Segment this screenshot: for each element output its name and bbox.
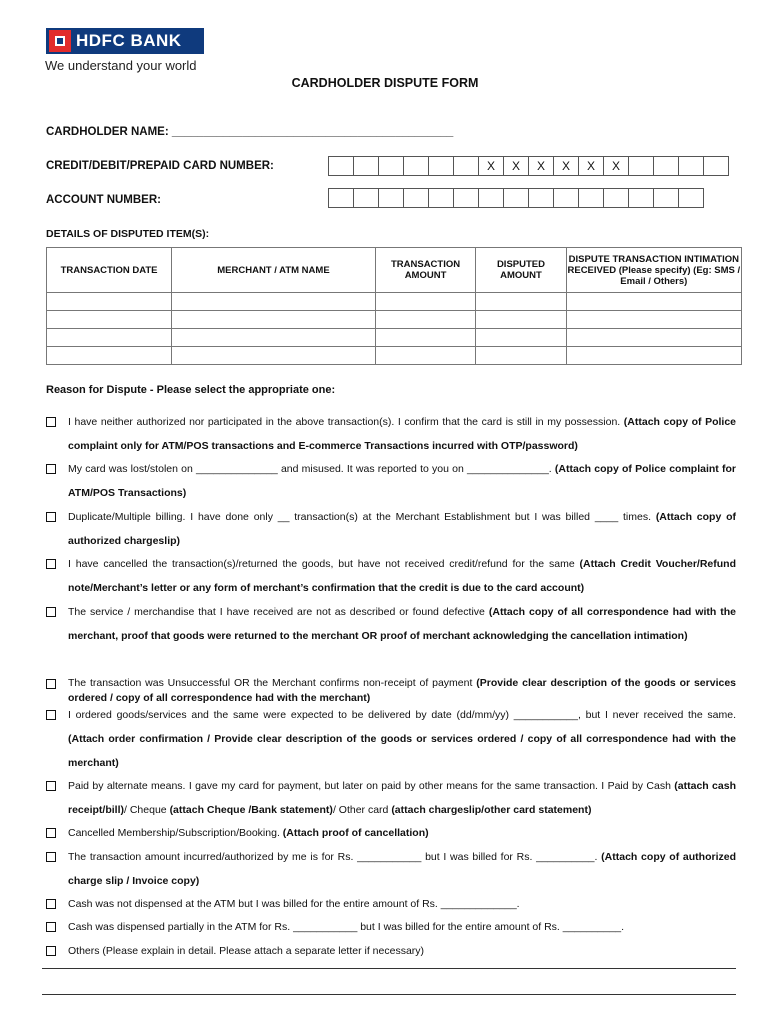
disputed-items-label: DETAILS OF DISPUTED ITEM(S): [46,228,210,240]
checkbox[interactable] [46,512,56,522]
form-title: CARDHOLDER DISPUTE FORM [291,76,479,90]
card-number-cell[interactable]: X [554,156,579,176]
card-number-cell[interactable]: X [479,156,504,176]
table-row[interactable] [47,311,742,329]
reason-option-cash-partial[interactable]: Cash was dispensed partially in the ATM for Rs. ___________ but I was billed for the entire amount of Rs. __________. [46,915,736,939]
account-number-label: ACCOUNT NUMBER: [46,194,161,206]
col-merchant-name: MERCHANT / ATM NAME [172,248,376,293]
col-intimation-received: DISPUTE TRANSACTION INTIMATION RECEIVED (Please specify) (Eg: SMS / Email / Others) [566,248,741,293]
card-number-cell[interactable]: X [579,156,604,176]
checkbox[interactable] [46,828,56,838]
checkbox[interactable] [46,679,56,689]
checkbox[interactable] [46,852,56,862]
account-number-cell[interactable] [504,188,529,208]
checkbox[interactable] [46,417,56,427]
reason-option-unauthorized[interactable]: I have neither authorized nor participated in the above transaction(s). I confirm that the card is still in my possession. (Attach copy of Police complaint only for ATM/POS transactions and E-commerce Transactions incurred with OTP/password) [46,410,736,458]
checkbox[interactable] [46,464,56,474]
card-number-cell[interactable] [454,156,479,176]
reason-option-cancelled-membership[interactable]: Cancelled Membership/Subscription/Booking. (Attach proof of cancellation) [46,821,736,845]
account-number-cell[interactable] [654,188,679,208]
hdfc-logo-icon [49,30,71,52]
checkbox[interactable] [46,607,56,617]
reason-option-others[interactable]: Others (Please explain in detail. Please attach a separate letter if necessary) [46,939,736,963]
reason-option-refund-not-received[interactable]: I have cancelled the transaction(s)/returned the goods, but have not received credit/refund for the same (Attach Credit Voucher/Refund note/Merchant’s letter or any form of merchant’s confirmation that the credit is due to the card account) [46,552,736,600]
table-row[interactable] [47,347,742,365]
reason-option-lost-stolen[interactable]: My card was lost/stolen on ______________ and misused. It was reported to you on ______________. (Attach copy of Police complaint for ATM/POS Transactions) [46,457,736,505]
card-number-cell[interactable] [379,156,404,176]
table-row[interactable] [47,329,742,347]
card-number-cell[interactable] [629,156,654,176]
bank-name: HDFC BANK [76,31,182,50]
checkbox[interactable] [46,899,56,909]
reason-option-duplicate-billing[interactable]: Duplicate/Multiple billing. I have done only __ transaction(s) at the Merchant Establishment but I was billed ____ times. (Attach copy of authorized chargeslip) [46,505,736,553]
col-transaction-date: TRANSACTION DATE [47,248,172,293]
disputed-items-table [46,247,742,365]
reason-option-cash-not-dispensed[interactable]: Cash was not dispensed at the ATM but I was billed for the entire amount of Rs. _____________. [46,892,736,916]
account-number-cell[interactable] [479,188,504,208]
card-number-cell[interactable] [654,156,679,176]
account-number-cell[interactable] [429,188,454,208]
card-number-cell[interactable]: X [604,156,629,176]
account-number-cell[interactable] [579,188,604,208]
checkbox[interactable] [46,946,56,956]
account-number-cell[interactable] [679,188,704,208]
account-number-cell[interactable] [454,188,479,208]
account-number-cell[interactable] [529,188,554,208]
account-number-cell[interactable] [379,188,404,208]
cardholder-name-label: CARDHOLDER NAME: ____________________________________________ [46,126,454,138]
card-number-cell[interactable] [354,156,379,176]
col-transaction-amount: TRANSACTION AMOUNT [375,248,476,293]
card-number-grid[interactable] [328,156,729,176]
account-number-cell[interactable] [404,188,429,208]
card-number-cell[interactable] [404,156,429,176]
bank-tagline: We understand your world [45,58,197,73]
checkbox[interactable] [46,710,56,720]
card-number-cell[interactable] [679,156,704,176]
card-number-cell[interactable]: X [529,156,554,176]
reason-heading: Reason for Dispute - Please select the appropriate one: [46,384,336,396]
table-row[interactable] [47,293,742,311]
explain-line[interactable] [42,968,736,969]
checkbox[interactable] [46,781,56,791]
reason-option-defective[interactable]: The service / merchandise that I have received are not as described or found defective (Attach copy of all correspondence had with the merchant, proof that goods were returned to the merchant OR proof of merchant acknowledging the cancellation intimation) [46,600,736,648]
reason-option-amount-mismatch[interactable]: The transaction amount incurred/authorized by me is for Rs. ___________ but I was billed for Rs. __________. (Attach copy of authorized charge slip / Invoice copy) [46,845,736,893]
account-number-cell[interactable] [629,188,654,208]
account-number-cell[interactable] [329,188,354,208]
checkbox[interactable] [46,559,56,569]
card-number-cell[interactable] [429,156,454,176]
reason-option-alternate-means[interactable]: Paid by alternate means. I gave my card for payment, but later on paid by other means for the same transaction. I Paid by Cash (attach cash receipt/bill)/ Cheque (attach Cheque /Bank statement)/ Other card (attach chargeslip/other card statement) [46,774,736,822]
checkbox[interactable] [46,922,56,932]
col-disputed-amount: DISPUTED AMOUNT [476,248,566,293]
card-number-label: CREDIT/DEBIT/PREPAID CARD NUMBER: [46,160,274,172]
reason-option-unsuccessful[interactable]: The transaction was Unsuccessful OR the Merchant confirms non-receipt of payment (Provide clear description of the goods or services ordered / copy of all correspondence had with the merchant) [46,676,736,706]
explain-line[interactable] [42,994,736,995]
account-number-cell[interactable] [354,188,379,208]
reason-option-not-delivered[interactable]: I ordered goods/services and the same were expected to be delivered by date (dd/mm/yy) ___________, but I never received the same. (Attach order confirmation / Provide clear description of the goods or services ordered / copy of all correspondence had with the merchant) [46,703,736,775]
card-number-cell[interactable] [329,156,354,176]
account-number-grid[interactable] [328,188,704,208]
card-number-cell[interactable]: X [504,156,529,176]
card-number-cell[interactable] [704,156,729,176]
account-number-cell[interactable] [554,188,579,208]
account-number-cell[interactable] [604,188,629,208]
